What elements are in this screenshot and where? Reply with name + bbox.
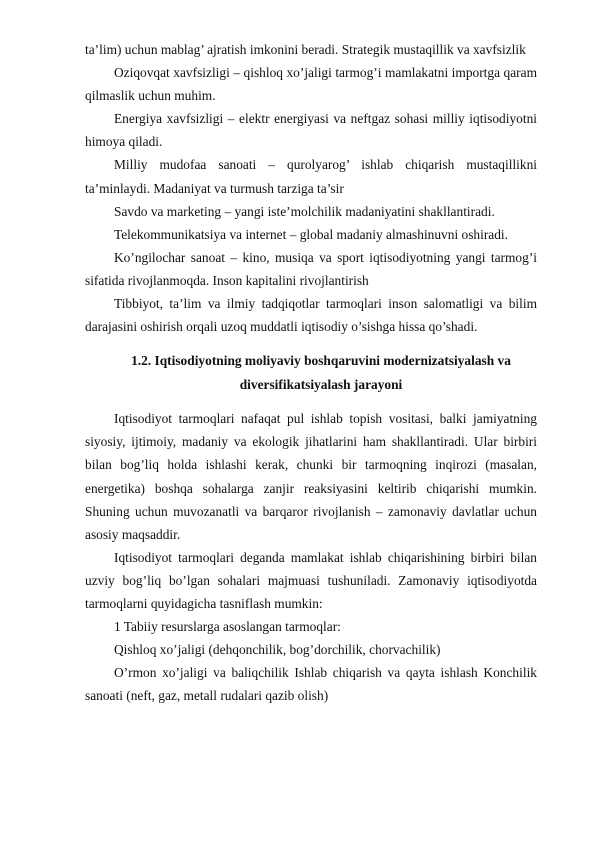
paragraph-sectors-definition: Iqtisodiyot tarmoqlari deganda mamlakat ishlab chiqarishining birbiri bilan uzviy bog’liq bo’lgan sohalari majmuasi tushuniladi. Zamonaviy iqtisodiyotda tarmoqlarni quyidagicha tasniflash mumkin:: [85, 549, 537, 611]
paragraph-food-security: Oziqovqat xavfsizligi – qishloq xo’jaligi tarmog’i mamlakatni importga qaram qilmaslik uchun muhim.: [85, 65, 537, 104]
list-item-forestry-mining: O’rmon xo’jaligi va baliqchilik Ishlab chiqarish va qayta ishlash Konchilik sanoati (neft, gaz, metall rudalari qazib olish): [85, 665, 537, 704]
paragraph-defense-industry: Milliy mudofaa sanoati – qurolyarog’ ishlab chiqarish mustaqillikni ta’minlaydi. Madaniyat va turmush tarziga ta’sir: [85, 157, 537, 196]
paragraph-sectors-role: Iqtisodiyot tarmoqlari nafaqat pul ishlab topish vositasi, balki jamiyatning siyosiy, ijtimoiy, madaniy va ekologik jihatlarini ham shakllantiradi. Ular birbiri bilan bog’liq holda ishlashi kerak, chunki bir tarmoqning inqirozi (masalan, energetika) boshqa sohalarga zanjir reaksiyasini keltirib chiqarishi mumkin. Shuning uchun muvozanatli va barqaror rivojlanish – zamonaviy davlatlar uchun asosiy maqsaddir.: [85, 411, 537, 542]
section-heading: 1.2. Iqtisodiyotning moliyaviy boshqaruvini modernizatsiyalash va diversifikatsiyalash jarayoni: [131, 353, 511, 393]
list-item-natural-resources: 1 Tabiiy resurslarga asoslangan tarmoqlar:: [114, 619, 341, 635]
paragraph-telecom: Telekommunikatsiya va internet – global madaniy almashinuvni oshiradi.: [114, 226, 508, 242]
list-item-agriculture: Qishloq xo’jaligi (dehqonchilik, bog’dorchilik, chorvachilik): [114, 642, 441, 658]
paragraph-funding: ta’lim) uchun mablag’ ajratish imkonini beradi. Strategik mustaqillik va xavfsizlik: [85, 42, 526, 57]
paragraph-energy-security: Energiya xavfsizligi – elektr energiyasi va neftgaz sohasi milliy iqtisodiyotni himoya qiladi.: [85, 111, 537, 150]
paragraph-medicine-education: Tibbiyot, ta’lim va ilmiy tadqiqotlar tarmoqlari inson salomatligi va bilim darajasini oshirish orqali uzoq muddatli iqtisodiy o’sishga hissa qo’shadi.: [85, 296, 537, 335]
paragraph-entertainment: Ko’ngilochar sanoat – kino, musiqa va sport iqtisodiyotning yangi tarmog’i sifatida rivojlanmoqda. Inson kapitalini rivojlantirish: [85, 249, 537, 288]
paragraph-trade-marketing: Savdo va marketing – yangi iste’molchilik madaniyatini shakllantiradi.: [114, 203, 495, 219]
document-page: [85, 38, 537, 707]
